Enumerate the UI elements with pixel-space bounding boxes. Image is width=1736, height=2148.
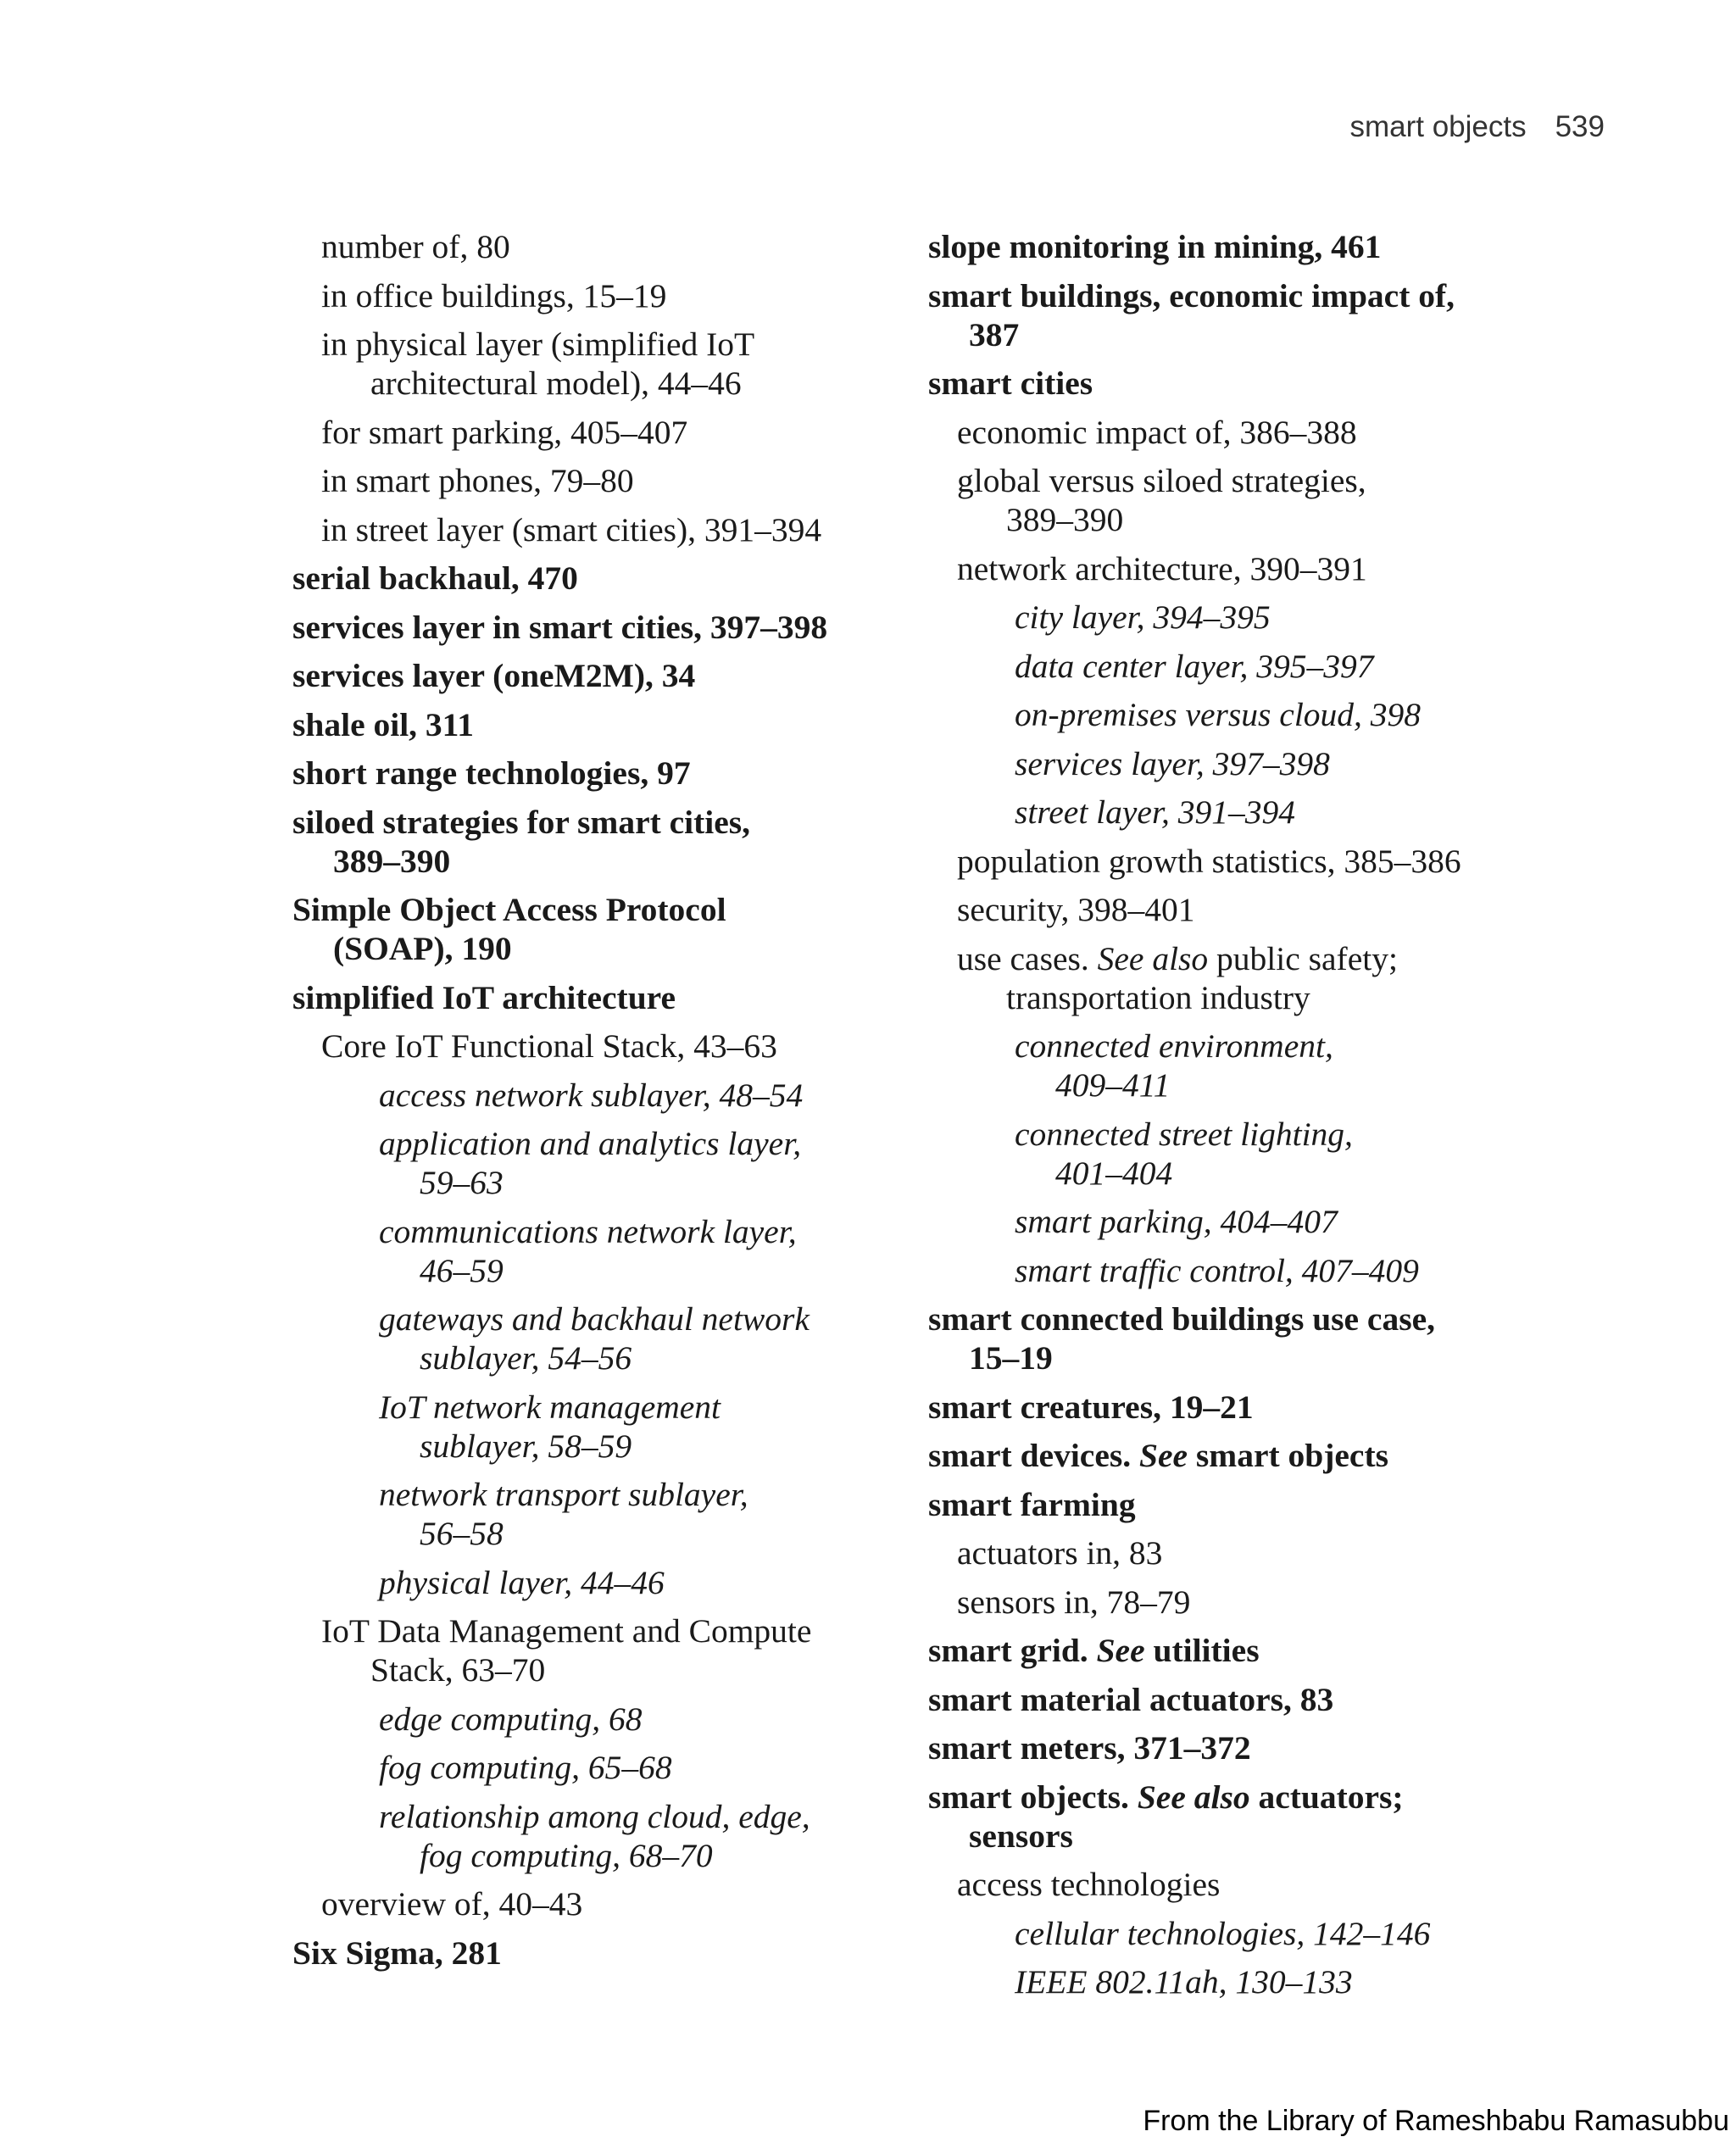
index-entry-main — [928, 1485, 1538, 1524]
index-entry-text: gateways and backhaul network — [379, 1300, 810, 1338]
index-entry-main — [928, 276, 1538, 354]
index-entry-text: security, 398–401 — [957, 891, 1195, 928]
index-entry-text: smart buildings, economic impact of, — [928, 276, 1455, 314]
index-entry-text: economic impact of, 386–388 — [957, 413, 1357, 451]
index-entry-main — [928, 227, 1538, 266]
index-entry-text: IoT network management — [379, 1388, 721, 1426]
index-entry-continuation: 15–19 — [969, 1339, 1053, 1377]
cross-reference-label: See — [1096, 1632, 1145, 1669]
index-subentry — [292, 1884, 886, 1923]
index-entry-text: access network sublayer, 48–54 — [379, 1076, 804, 1114]
index-entry-text: IoT Data Management and Compute — [321, 1612, 812, 1650]
index-subsubentry — [292, 1076, 886, 1115]
index-subsubentry — [928, 1962, 1538, 2001]
index-entry-fragment: utilities — [1144, 1632, 1260, 1669]
index-subsubentry — [928, 793, 1538, 832]
index-subsubentry — [928, 647, 1538, 686]
cross-reference-label: See also — [1137, 1778, 1250, 1816]
index-entry-continuation: 389–390 — [333, 842, 451, 880]
index-entry-text: network transport sublayer, — [379, 1476, 748, 1513]
index-entry-fragment: use cases. — [957, 939, 1098, 977]
index-subentry — [292, 461, 886, 500]
index-entry-continuation: sublayer, 54–56 — [420, 1339, 632, 1377]
index-entry-continuation: sensors — [969, 1817, 1073, 1855]
index-entry-text: short range technologies, 97 — [292, 754, 691, 792]
index-entry-text: smart traffic control, 407–409 — [1015, 1251, 1419, 1289]
index-entry-main — [292, 754, 886, 793]
index-subentry — [292, 1611, 886, 1689]
index-entry-continuation: fog computing, 68–70 — [420, 1836, 713, 1874]
index-entry-main — [928, 1299, 1538, 1377]
index-column-right — [928, 227, 1538, 2012]
index-entry-main — [928, 364, 1538, 403]
index-entry-text: for smart parking, 405–407 — [321, 413, 688, 451]
running-head — [1349, 110, 1605, 144]
index-entry-text: connected environment, — [1015, 1027, 1333, 1065]
index-entry-text: in smart phones, 79–80 — [321, 462, 634, 499]
index-subentry — [292, 325, 886, 403]
index-subsubentry — [292, 1700, 886, 1739]
index-entry-text: network architecture, 390–391 — [957, 549, 1367, 587]
index-entry-text: application and analytics layer, — [379, 1125, 802, 1162]
index-entry-text: shale oil, 311 — [292, 705, 474, 743]
index-entry-text: smart parking, 404–407 — [1015, 1203, 1338, 1240]
index-entry-text: services layer (oneM2M), 34 — [292, 657, 696, 694]
index-entry-text: smart cities — [928, 364, 1093, 402]
index-subentry — [292, 1027, 886, 1066]
index-entry-text — [957, 939, 1538, 978]
index-entry-text: communications network layer, — [379, 1212, 797, 1250]
index-subsubentry — [928, 598, 1538, 637]
index-entry-main — [928, 1728, 1538, 1767]
cross-reference-label: See — [1139, 1437, 1188, 1474]
index-subsubentry — [928, 1914, 1538, 1953]
index-entry-text — [928, 1778, 1538, 1817]
index-entry-text: fog computing, 65–68 — [379, 1749, 672, 1786]
index-entry-main — [292, 1934, 886, 1973]
index-entry-text: edge computing, 68 — [379, 1700, 643, 1738]
index-entry-text: cellular technologies, 142–146 — [1015, 1914, 1431, 1952]
index-subentry — [292, 276, 886, 315]
index-entry-text: street layer, 391–394 — [1015, 793, 1295, 831]
index-entry-main — [928, 1778, 1538, 1856]
index-entry-text: siloed strategies for smart cities, — [292, 803, 751, 841]
index-entry-fragment: smart objects. — [928, 1778, 1138, 1816]
index-subsubentry — [292, 1299, 886, 1377]
index-entry-text: in street layer (smart cities), 391–394 — [321, 510, 822, 548]
index-entry-text: smart creatures, 19–21 — [928, 1388, 1254, 1426]
index-entry-fragment: smart grid. — [928, 1632, 1097, 1669]
index-entry-main — [292, 559, 886, 598]
index-entry-text: smart meters, 371–372 — [928, 1729, 1251, 1767]
cross-reference-label: See also — [1097, 939, 1209, 977]
index-entry-continuation: architectural model), 44–46 — [370, 364, 742, 402]
index-subsubentry — [928, 1115, 1538, 1193]
index-entry-text: access technologies — [957, 1866, 1221, 1903]
index-subsubentry — [292, 1212, 886, 1290]
index-column-left — [292, 227, 886, 1982]
index-entry-text: IEEE 802.11ah, 130–133 — [1015, 1963, 1353, 2001]
index-subsubentry — [928, 1251, 1538, 1290]
index-entry-text — [928, 1631, 1538, 1670]
index-entry-continuation: 409–411 — [1055, 1066, 1171, 1104]
index-subsubentry — [928, 1202, 1538, 1241]
index-entry-text: services layer, 397–398 — [1015, 744, 1330, 782]
index-subentry — [928, 1583, 1538, 1622]
index-entry-text: global versus siloed strategies, — [957, 462, 1366, 499]
index-subentry — [928, 890, 1538, 929]
index-entry-continuation: 56–58 — [420, 1515, 504, 1552]
index-entry-fragment: smart devices. — [928, 1437, 1139, 1474]
index-subsubentry — [928, 695, 1538, 734]
index-subsubentry — [292, 1388, 886, 1466]
index-entry-main — [292, 978, 886, 1017]
index-entry-text: serial backhaul, 470 — [292, 559, 578, 597]
index-entry-text: in physical layer (simplified IoT — [321, 326, 755, 363]
index-subentry — [928, 939, 1538, 1017]
index-entry-text: actuators in, 83 — [957, 1534, 1163, 1572]
index-subentry — [928, 549, 1538, 588]
index-entry-continuation: 46–59 — [420, 1251, 504, 1289]
index-entry-text: physical layer, 44–46 — [379, 1563, 665, 1601]
index-entry-continuation: transportation industry — [1006, 978, 1310, 1016]
index-entry-text: smart farming — [928, 1485, 1136, 1523]
index-entry-text: Six Sigma, 281 — [292, 1934, 502, 1972]
index-subsubentry — [292, 1124, 886, 1202]
index-subentry — [928, 461, 1538, 539]
index-subentry — [292, 413, 886, 452]
index-entry-main — [928, 1388, 1538, 1427]
index-subentry — [292, 510, 886, 549]
index-subsubentry — [928, 744, 1538, 783]
index-entry-continuation: (SOAP), 190 — [333, 930, 512, 967]
index-entry-text: on-premises versus cloud, 398 — [1015, 696, 1422, 733]
index-entry-text: sensors in, 78–79 — [957, 1583, 1191, 1621]
index-subentry — [928, 1865, 1538, 1904]
running-head-section: smart objects — [1349, 110, 1527, 143]
index-entry-main — [928, 1680, 1538, 1719]
index-entry-text: relationship among cloud, edge, — [379, 1797, 810, 1835]
index-entry-text: smart material actuators, 83 — [928, 1680, 1334, 1718]
index-entry-text: smart connected buildings use case, — [928, 1300, 1435, 1338]
index-subentry — [292, 227, 886, 266]
index-entry-text: in office buildings, 15–19 — [321, 276, 667, 314]
index-subsubentry — [292, 1475, 886, 1553]
index-entry-text: city layer, 394–395 — [1015, 598, 1271, 636]
index-entry-continuation: Stack, 63–70 — [370, 1651, 546, 1689]
index-entry-fragment: public safety; — [1208, 939, 1398, 977]
index-entry-text: Core IoT Functional Stack, 43–63 — [321, 1027, 777, 1065]
index-entry-continuation: sublayer, 58–59 — [420, 1427, 632, 1465]
index-entry-main — [292, 890, 886, 968]
index-entry-main — [928, 1436, 1538, 1475]
index-entry-continuation: 389–390 — [1006, 501, 1124, 538]
index-subsubentry — [928, 1027, 1538, 1105]
index-entry-text: services layer in smart cities, 397–398 — [292, 608, 828, 646]
index-entry-continuation: 59–63 — [420, 1164, 504, 1201]
index-entry-text: number of, 80 — [321, 228, 510, 265]
index-subentry — [928, 842, 1538, 881]
index-subentry — [928, 413, 1538, 452]
index-entry-continuation: 387 — [969, 315, 1020, 353]
index-entry-text — [928, 1436, 1538, 1475]
index-subsubentry — [292, 1563, 886, 1602]
index-entry-fragment: actuators; — [1249, 1778, 1404, 1816]
index-subentry — [928, 1533, 1538, 1572]
index-entry-main — [292, 705, 886, 744]
index-entry-text: data center layer, 395–397 — [1015, 647, 1374, 685]
index-entry-text: overview of, 40–43 — [321, 1885, 583, 1923]
index-entry-text: slope monitoring in mining, 461 — [928, 228, 1382, 265]
index-subsubentry — [292, 1797, 886, 1875]
index-subsubentry — [292, 1748, 886, 1787]
index-entry-continuation: 401–404 — [1055, 1154, 1173, 1192]
index-entry-text: population growth statistics, 385–386 — [957, 842, 1461, 880]
page-number: 539 — [1555, 110, 1605, 143]
index-entry-text: connected street lighting, — [1015, 1115, 1353, 1153]
index-entry-main — [292, 656, 886, 695]
index-entry-text: simplified IoT architecture — [292, 978, 676, 1016]
index-entry-main — [292, 803, 886, 881]
index-entry-text: Simple Object Access Protocol — [292, 891, 726, 928]
index-entry-main — [292, 608, 886, 647]
library-watermark: From the Library of Rameshbabu Ramasubbu — [1143, 2105, 1729, 2137]
index-entry-fragment: smart objects — [1188, 1437, 1388, 1474]
index-entry-main — [928, 1631, 1538, 1670]
